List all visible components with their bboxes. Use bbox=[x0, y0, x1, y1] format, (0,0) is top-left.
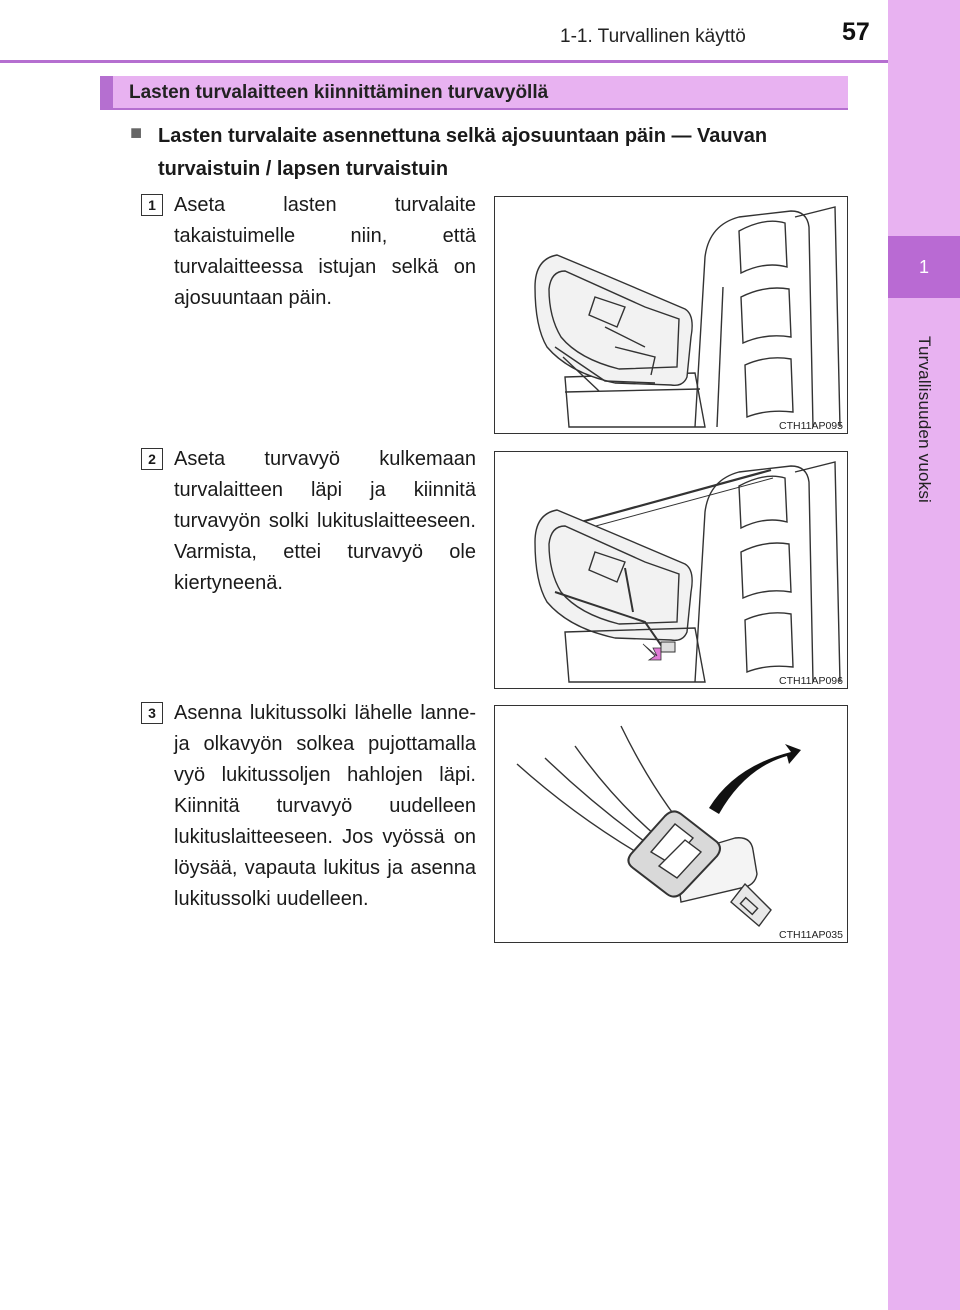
figure-child-seat-rear-facing bbox=[494, 196, 848, 434]
figure-code-2: CTH11AP096 bbox=[778, 675, 843, 687]
section-heading: Lasten turvalaitteen kiinnittäminen turvavyöllä bbox=[129, 82, 549, 103]
section-heading-bar bbox=[100, 76, 848, 110]
side-tab-strip bbox=[888, 0, 960, 1310]
seat-belt-routing-icon bbox=[495, 452, 848, 689]
highlight-arrow-icon bbox=[643, 644, 661, 660]
figure-code-3: CTH11AP035 bbox=[778, 929, 843, 941]
step-number-1: 1 bbox=[141, 194, 163, 216]
running-header: 1-1. Turvallinen käyttö bbox=[560, 26, 746, 47]
chapter-label bbox=[895, 300, 953, 540]
subsection-heading: Lasten turvalaite asennettuna selkä ajosuuntaan päin — Vauvan turvaistuin / lapsen turvaistuin bbox=[158, 125, 768, 180]
step-text-2: Aseta turvavyö kulkemaan turvalaitteen läpi ja kiinnitä turvavyön solki lukituslaitteeseen. Varmista, ettei turvavyö ole kiertyneenä. bbox=[174, 448, 476, 594]
bullet-square-icon: ■ bbox=[130, 122, 143, 144]
step-text-1: Aseta lasten turvalaite takaistuimelle niin, että turvalaitteessa istujan selkä on ajosuuntaan päin. bbox=[174, 194, 476, 309]
step-number-2: 2 bbox=[141, 448, 163, 470]
buckle-icon bbox=[661, 642, 675, 652]
locking-clip-icon bbox=[495, 706, 848, 943]
chapter-label-text: Turvallisuuden vuoksi bbox=[915, 336, 934, 504]
step-number-3: 3 bbox=[141, 702, 163, 724]
chapter-number-tab[interactable]: 1 bbox=[888, 236, 960, 298]
curved-arrow-icon bbox=[709, 744, 801, 814]
step-text-3: Asenna lukitussolki lähelle lanne- ja olkavyön solkea pujottamalla vyö lukitussoljen hahlojen läpi. Kiinnitä turvavyö uudelleen lukituslaitteeseen. Jos vyössä on löysää, vapauta lukitus ja asenna lukitussolki uudelleen. bbox=[174, 702, 476, 910]
figure-locking-clip bbox=[494, 705, 848, 943]
figure-seatbelt-through-seat bbox=[494, 451, 848, 689]
figure-code-1: CTH11AP095 bbox=[778, 420, 843, 432]
rear-facing-child-seat-icon bbox=[495, 197, 848, 434]
header-rule bbox=[0, 60, 888, 63]
page-number: 57 bbox=[842, 18, 870, 46]
